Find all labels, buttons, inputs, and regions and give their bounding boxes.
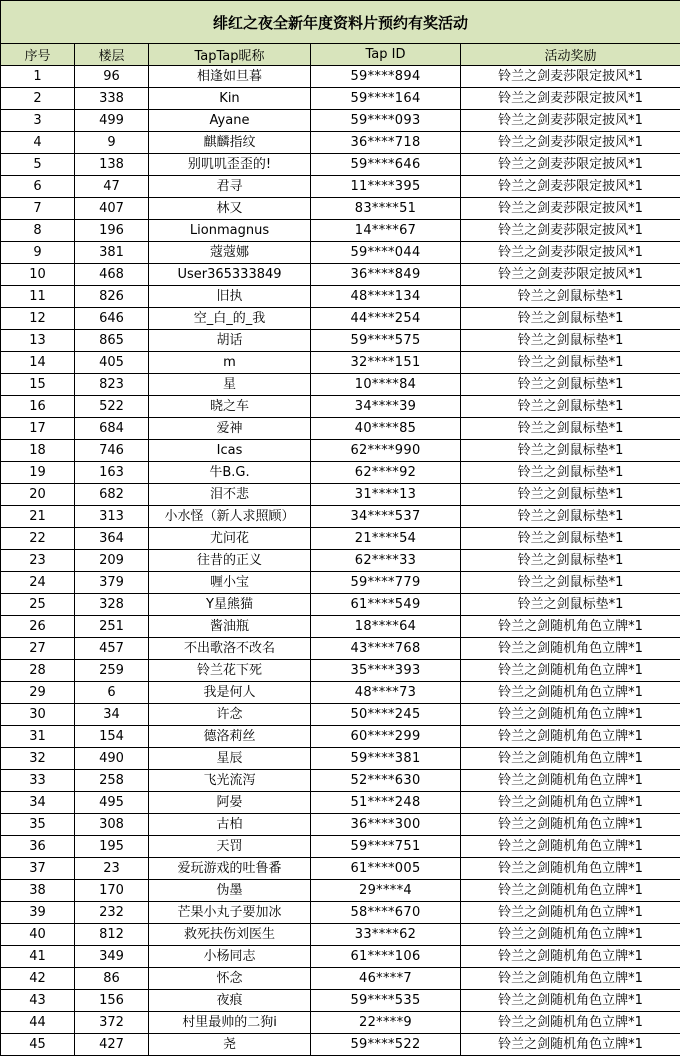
cell-reward: 铃兰之剑随机角色立牌*1 [461, 616, 680, 638]
cell-reward: 铃兰之剑鼠标垫*1 [461, 550, 680, 572]
cell-no: 18 [1, 440, 75, 462]
cell-tap-id: 34****39 [311, 396, 461, 418]
cell-no: 2 [1, 88, 75, 110]
cell-reward: 铃兰之剑鼠标垫*1 [461, 484, 680, 506]
cell-reward: 铃兰之剑随机角色立牌*1 [461, 836, 680, 858]
cell-reward: 铃兰之剑麦莎限定披风*1 [461, 110, 680, 132]
cell-floor: 170 [75, 880, 149, 902]
table-row [1, 440, 680, 462]
cell-no: 3 [1, 110, 75, 132]
cell-nickname: 牛B.G. [149, 462, 311, 484]
cell-no: 43 [1, 990, 75, 1012]
cell-no: 17 [1, 418, 75, 440]
cell-floor: 23 [75, 858, 149, 880]
cell-reward: 铃兰之剑随机角色立牌*1 [461, 1034, 680, 1056]
cell-reward: 铃兰之剑随机角色立牌*1 [461, 770, 680, 792]
cell-reward: 铃兰之剑随机角色立牌*1 [461, 726, 680, 748]
cell-nickname: 旧执 [149, 286, 311, 308]
cell-reward: 铃兰之剑鼠标垫*1 [461, 440, 680, 462]
cell-reward: 铃兰之剑麦莎限定披风*1 [461, 66, 680, 88]
table-row [1, 924, 680, 946]
cell-floor: 6 [75, 682, 149, 704]
cell-no: 5 [1, 154, 75, 176]
cell-tap-id: 62****92 [311, 462, 461, 484]
cell-floor: 499 [75, 110, 149, 132]
table-row [1, 88, 680, 110]
cell-reward: 铃兰之剑随机角色立牌*1 [461, 946, 680, 968]
cell-floor: 138 [75, 154, 149, 176]
cell-no: 41 [1, 946, 75, 968]
cell-tap-id: 36****718 [311, 132, 461, 154]
cell-no: 35 [1, 814, 75, 836]
cell-floor: 163 [75, 462, 149, 484]
cell-no: 42 [1, 968, 75, 990]
cell-tap-id: 59****381 [311, 748, 461, 770]
cell-tap-id: 35****393 [311, 660, 461, 682]
cell-floor: 364 [75, 528, 149, 550]
cell-nickname: Ayane [149, 110, 311, 132]
cell-reward: 铃兰之剑麦莎限定披风*1 [461, 242, 680, 264]
cell-tap-id: 11****395 [311, 176, 461, 198]
table-row [1, 418, 680, 440]
cell-tap-id: 33****62 [311, 924, 461, 946]
cell-reward: 铃兰之剑随机角色立牌*1 [461, 704, 680, 726]
cell-tap-id: 31****13 [311, 484, 461, 506]
table-row [1, 242, 680, 264]
cell-reward: 铃兰之剑随机角色立牌*1 [461, 924, 680, 946]
cell-reward: 铃兰之剑随机角色立牌*1 [461, 660, 680, 682]
cell-reward: 铃兰之剑鼠标垫*1 [461, 374, 680, 396]
header-no: 序号 [1, 44, 75, 66]
cell-floor: 746 [75, 440, 149, 462]
cell-tap-id: 59****779 [311, 572, 461, 594]
cell-tap-id: 40****85 [311, 418, 461, 440]
cell-reward: 铃兰之剑麦莎限定披风*1 [461, 88, 680, 110]
cell-nickname: 许念 [149, 704, 311, 726]
cell-nickname: 往昔的正义 [149, 550, 311, 572]
cell-nickname: 阿晏 [149, 792, 311, 814]
table-row [1, 506, 680, 528]
cell-nickname: 酱油瓶 [149, 616, 311, 638]
cell-tap-id: 18****64 [311, 616, 461, 638]
cell-floor: 232 [75, 902, 149, 924]
cell-no: 30 [1, 704, 75, 726]
cell-reward: 铃兰之剑随机角色立牌*1 [461, 968, 680, 990]
table-row [1, 550, 680, 572]
cell-nickname: 晓之车 [149, 396, 311, 418]
cell-tap-id: 60****299 [311, 726, 461, 748]
table-row [1, 902, 680, 924]
cell-floor: 47 [75, 176, 149, 198]
cell-floor: 826 [75, 286, 149, 308]
cell-tap-id: 46****7 [311, 968, 461, 990]
table-row [1, 572, 680, 594]
cell-no: 37 [1, 858, 75, 880]
cell-tap-id: 52****630 [311, 770, 461, 792]
cell-no: 13 [1, 330, 75, 352]
cell-nickname: 君寻 [149, 176, 311, 198]
table-row [1, 220, 680, 242]
cell-floor: 457 [75, 638, 149, 660]
header-nickname: TapTap昵称 [149, 44, 311, 66]
cell-reward: 铃兰之剑随机角色立牌*1 [461, 792, 680, 814]
table-row [1, 484, 680, 506]
cell-floor: 823 [75, 374, 149, 396]
cell-floor: 338 [75, 88, 149, 110]
cell-nickname: 怀念 [149, 968, 311, 990]
cell-nickname: 麒麟指纹 [149, 132, 311, 154]
header-floor: 楼层 [75, 44, 149, 66]
table-row [1, 132, 680, 154]
cell-nickname: 星辰 [149, 748, 311, 770]
cell-tap-id: 59****093 [311, 110, 461, 132]
cell-no: 28 [1, 660, 75, 682]
cell-reward: 铃兰之剑鼠标垫*1 [461, 528, 680, 550]
cell-no: 32 [1, 748, 75, 770]
cell-tap-id: 61****005 [311, 858, 461, 880]
cell-floor: 258 [75, 770, 149, 792]
cell-floor: 195 [75, 836, 149, 858]
cell-floor: 156 [75, 990, 149, 1012]
cell-nickname: 泪不悲 [149, 484, 311, 506]
cell-no: 38 [1, 880, 75, 902]
table-row [1, 968, 680, 990]
table-row [1, 814, 680, 836]
cell-floor: 313 [75, 506, 149, 528]
cell-tap-id: 22****9 [311, 1012, 461, 1034]
cell-nickname: Y星熊猫 [149, 594, 311, 616]
cell-reward: 铃兰之剑鼠标垫*1 [461, 286, 680, 308]
cell-no: 9 [1, 242, 75, 264]
cell-no: 1 [1, 66, 75, 88]
cell-no: 4 [1, 132, 75, 154]
cell-no: 7 [1, 198, 75, 220]
cell-nickname: 喱小宝 [149, 572, 311, 594]
header-reward: 活动奖励 [461, 44, 680, 66]
cell-tap-id: 59****535 [311, 990, 461, 1012]
cell-no: 11 [1, 286, 75, 308]
cell-tap-id: 50****245 [311, 704, 461, 726]
table-row [1, 154, 680, 176]
cell-nickname: 铃兰花下死 [149, 660, 311, 682]
cell-floor: 684 [75, 418, 149, 440]
cell-tap-id: 59****751 [311, 836, 461, 858]
cell-floor: 251 [75, 616, 149, 638]
cell-nickname: 尧 [149, 1034, 311, 1056]
cell-no: 19 [1, 462, 75, 484]
table-body [1, 66, 680, 1056]
table-row [1, 374, 680, 396]
cell-no: 23 [1, 550, 75, 572]
table-row [1, 1034, 680, 1056]
table-title: 绯红之夜全新年度资料片预约有奖活动 [1, 1, 680, 44]
cell-tap-id: 10****84 [311, 374, 461, 396]
table-row [1, 528, 680, 550]
cell-tap-id: 34****537 [311, 506, 461, 528]
cell-reward: 铃兰之剑鼠标垫*1 [461, 572, 680, 594]
cell-reward: 铃兰之剑随机角色立牌*1 [461, 682, 680, 704]
cell-tap-id: 14****67 [311, 220, 461, 242]
cell-floor: 427 [75, 1034, 149, 1056]
cell-no: 34 [1, 792, 75, 814]
cell-no: 8 [1, 220, 75, 242]
cell-floor: 468 [75, 264, 149, 286]
table-row [1, 66, 680, 88]
cell-nickname: 蔻蔻娜 [149, 242, 311, 264]
cell-reward: 铃兰之剑随机角色立牌*1 [461, 990, 680, 1012]
cell-tap-id: 48****73 [311, 682, 461, 704]
cell-nickname: 古柏 [149, 814, 311, 836]
cell-floor: 308 [75, 814, 149, 836]
cell-tap-id: 29****4 [311, 880, 461, 902]
cell-nickname: 小杨同志 [149, 946, 311, 968]
cell-floor: 328 [75, 594, 149, 616]
cell-no: 39 [1, 902, 75, 924]
cell-tap-id: 62****990 [311, 440, 461, 462]
cell-nickname: 村里最帅的二狗i [149, 1012, 311, 1034]
cell-floor: 349 [75, 946, 149, 968]
cell-reward: 铃兰之剑鼠标垫*1 [461, 506, 680, 528]
table-row [1, 308, 680, 330]
cell-no: 21 [1, 506, 75, 528]
cell-floor: 812 [75, 924, 149, 946]
cell-nickname: 救死扶伤刘医生 [149, 924, 311, 946]
cell-floor: 372 [75, 1012, 149, 1034]
table-row [1, 792, 680, 814]
cell-tap-id: 83****51 [311, 198, 461, 220]
cell-tap-id: 36****849 [311, 264, 461, 286]
cell-floor: 495 [75, 792, 149, 814]
table-row [1, 396, 680, 418]
table-row [1, 704, 680, 726]
cell-tap-id: 61****106 [311, 946, 461, 968]
cell-reward: 铃兰之剑随机角色立牌*1 [461, 748, 680, 770]
cell-nickname: 芒果小丸子要加冰 [149, 902, 311, 924]
table-row [1, 946, 680, 968]
cell-tap-id: 21****54 [311, 528, 461, 550]
table-row [1, 330, 680, 352]
cell-nickname: User365333849 [149, 264, 311, 286]
cell-nickname: Icas [149, 440, 311, 462]
cell-nickname: 空_白_的_我 [149, 308, 311, 330]
cell-nickname: 不出歌洛不改名 [149, 638, 311, 660]
cell-reward: 铃兰之剑麦莎限定披风*1 [461, 154, 680, 176]
cell-nickname: 夜痕 [149, 990, 311, 1012]
table-row [1, 836, 680, 858]
cell-no: 44 [1, 1012, 75, 1034]
cell-reward: 铃兰之剑麦莎限定披风*1 [461, 264, 680, 286]
cell-floor: 522 [75, 396, 149, 418]
cell-tap-id: 59****522 [311, 1034, 461, 1056]
cell-floor: 381 [75, 242, 149, 264]
cell-reward: 铃兰之剑随机角色立牌*1 [461, 638, 680, 660]
cell-reward: 铃兰之剑鼠标垫*1 [461, 330, 680, 352]
table-row [1, 594, 680, 616]
cell-reward: 铃兰之剑鼠标垫*1 [461, 594, 680, 616]
cell-tap-id: 62****33 [311, 550, 461, 572]
cell-nickname: 德洛莉丝 [149, 726, 311, 748]
cell-no: 12 [1, 308, 75, 330]
cell-tap-id: 59****044 [311, 242, 461, 264]
table-row [1, 682, 680, 704]
cell-floor: 379 [75, 572, 149, 594]
cell-nickname: 飞光流泻 [149, 770, 311, 792]
cell-tap-id: 59****646 [311, 154, 461, 176]
title-row [1, 1, 680, 44]
cell-no: 16 [1, 396, 75, 418]
cell-nickname: Kin [149, 88, 311, 110]
cell-nickname: 星 [149, 374, 311, 396]
cell-tap-id: 44****254 [311, 308, 461, 330]
cell-reward: 铃兰之剑麦莎限定披风*1 [461, 132, 680, 154]
cell-reward: 铃兰之剑随机角色立牌*1 [461, 880, 680, 902]
cell-nickname: 别叽叽歪歪的! [149, 154, 311, 176]
table-row [1, 880, 680, 902]
cell-floor: 865 [75, 330, 149, 352]
cell-floor: 96 [75, 66, 149, 88]
cell-floor: 646 [75, 308, 149, 330]
cell-nickname: 小水怪（新人求照顾） [149, 506, 311, 528]
cell-nickname: 我是何人 [149, 682, 311, 704]
cell-reward: 铃兰之剑鼠标垫*1 [461, 418, 680, 440]
cell-tap-id: 59****894 [311, 66, 461, 88]
cell-no: 45 [1, 1034, 75, 1056]
cell-nickname: 相逢如旦暮 [149, 66, 311, 88]
cell-no: 22 [1, 528, 75, 550]
cell-nickname: 爱玩游戏的吐鲁番 [149, 858, 311, 880]
table-row [1, 462, 680, 484]
cell-no: 29 [1, 682, 75, 704]
cell-tap-id: 48****134 [311, 286, 461, 308]
cell-reward: 铃兰之剑麦莎限定披风*1 [461, 176, 680, 198]
cell-floor: 209 [75, 550, 149, 572]
cell-tap-id: 36****300 [311, 814, 461, 836]
table-row [1, 176, 680, 198]
cell-nickname: 林又 [149, 198, 311, 220]
cell-no: 25 [1, 594, 75, 616]
cell-floor: 259 [75, 660, 149, 682]
cell-floor: 9 [75, 132, 149, 154]
cell-no: 15 [1, 374, 75, 396]
table-row [1, 1012, 680, 1034]
table-row [1, 990, 680, 1012]
cell-floor: 196 [75, 220, 149, 242]
cell-tap-id: 43****768 [311, 638, 461, 660]
cell-no: 6 [1, 176, 75, 198]
table-row [1, 352, 680, 374]
cell-nickname: 伪墨 [149, 880, 311, 902]
table-row [1, 770, 680, 792]
cell-nickname: 胡话 [149, 330, 311, 352]
table-row [1, 198, 680, 220]
cell-floor: 34 [75, 704, 149, 726]
table-row [1, 660, 680, 682]
cell-nickname: 尤问花 [149, 528, 311, 550]
cell-reward: 铃兰之剑鼠标垫*1 [461, 462, 680, 484]
cell-tap-id: 61****549 [311, 594, 461, 616]
table-row [1, 638, 680, 660]
cell-nickname: m [149, 352, 311, 374]
cell-tap-id: 59****575 [311, 330, 461, 352]
cell-no: 10 [1, 264, 75, 286]
cell-reward: 铃兰之剑鼠标垫*1 [461, 352, 680, 374]
cell-reward: 铃兰之剑麦莎限定披风*1 [461, 220, 680, 242]
cell-no: 24 [1, 572, 75, 594]
cell-floor: 682 [75, 484, 149, 506]
cell-reward: 铃兰之剑随机角色立牌*1 [461, 814, 680, 836]
cell-no: 20 [1, 484, 75, 506]
cell-tap-id: 59****164 [311, 88, 461, 110]
cell-no: 14 [1, 352, 75, 374]
header-row [1, 44, 680, 66]
cell-no: 27 [1, 638, 75, 660]
cell-nickname: Lionmagnus [149, 220, 311, 242]
cell-nickname: 天罚 [149, 836, 311, 858]
cell-reward: 铃兰之剑麦莎限定披风*1 [461, 198, 680, 220]
cell-floor: 490 [75, 748, 149, 770]
cell-no: 33 [1, 770, 75, 792]
header-tap-id: Tap ID [311, 44, 461, 66]
cell-reward: 铃兰之剑随机角色立牌*1 [461, 858, 680, 880]
cell-tap-id: 58****670 [311, 902, 461, 924]
cell-nickname: 爱神 [149, 418, 311, 440]
cell-no: 26 [1, 616, 75, 638]
cell-no: 31 [1, 726, 75, 748]
cell-tap-id: 51****248 [311, 792, 461, 814]
table-row [1, 616, 680, 638]
cell-reward: 铃兰之剑鼠标垫*1 [461, 396, 680, 418]
table-row [1, 726, 680, 748]
table-row [1, 264, 680, 286]
cell-no: 40 [1, 924, 75, 946]
cell-floor: 405 [75, 352, 149, 374]
cell-reward: 铃兰之剑鼠标垫*1 [461, 308, 680, 330]
cell-floor: 407 [75, 198, 149, 220]
cell-floor: 86 [75, 968, 149, 990]
cell-reward: 铃兰之剑随机角色立牌*1 [461, 1012, 680, 1034]
table-row [1, 858, 680, 880]
cell-floor: 154 [75, 726, 149, 748]
table-row [1, 110, 680, 132]
cell-tap-id: 32****151 [311, 352, 461, 374]
table-row [1, 286, 680, 308]
cell-reward: 铃兰之剑随机角色立牌*1 [461, 902, 680, 924]
table-row [1, 748, 680, 770]
cell-no: 36 [1, 836, 75, 858]
